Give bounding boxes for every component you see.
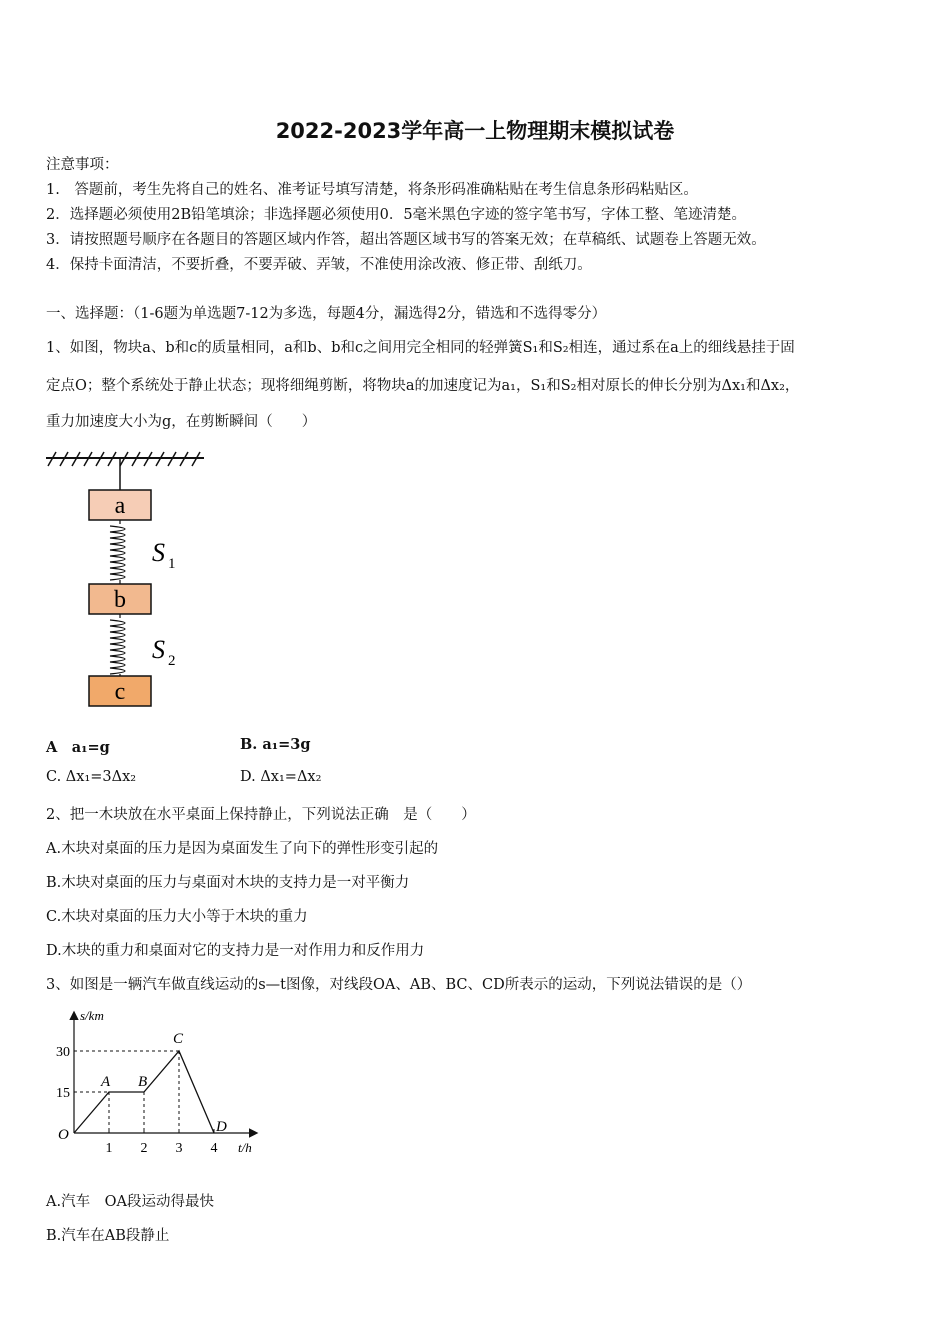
notice-item-4: 4．保持卡面清洁，不要折叠，不要弄破、弄皱，不准使用涂改液、修正带、刮纸刀。 [46, 257, 592, 273]
point-label-D: D [216, 1119, 227, 1135]
q3-option-a[interactable]: A.汽车 OA段运动得最快 [46, 1194, 214, 1210]
y-tick-label: 30 [56, 1045, 70, 1060]
spring2-label: S [152, 635, 165, 664]
q1-option-b[interactable]: B. a₁=3g [240, 736, 311, 753]
notice-heading: 注意事项： [46, 157, 119, 173]
notice-item-1: 1. 答题前，考生先将自己的姓名、准考证号填写清楚，将条形码准确粘贴在考生信息条形码粘贴区。 [46, 182, 698, 198]
q1-option-d[interactable]: D. Δx₁=Δx₂ [240, 769, 322, 785]
q1-option-a[interactable]: A a₁=g [46, 739, 110, 756]
x-tick-label: 2 [140, 1141, 148, 1156]
y-tick-label: 15 [56, 1086, 70, 1101]
x-tick-label: 1 [105, 1141, 113, 1156]
spring1-sub: 1 [168, 556, 176, 572]
x-tick-label: 4 [210, 1141, 218, 1156]
block-b-label: b [114, 587, 126, 613]
point-label-O: O [58, 1127, 69, 1143]
y-axis-label: s/km [80, 1008, 104, 1023]
point-label-C: C [173, 1031, 184, 1047]
q2-option-d[interactable]: D.木块的重力和桌面对它的支持力是一对作用力和反作用力 [46, 943, 425, 959]
notice-item-2: 2．选择题必须使用2B铅笔填涂；非选择题必须使用0．5毫米黑色字迹的签字笔书写，字体工整、笔迹清楚。 [46, 207, 747, 223]
block-a-label: a [114, 493, 126, 519]
q1-stem-line3: 重力加速度大小为g，在剪断瞬间（ ） [46, 414, 317, 430]
q3-option-b[interactable]: B.汽车在AB段静止 [46, 1228, 170, 1244]
q3-stem: 3、如图是一辆汽车做直线运动的s—t图像，对线段OA、AB、BC、CD所表示的运动，下列说法错误的是（） [46, 977, 752, 993]
q1-stem-line2: 定点O；整个系统处于静止状态；现将细绳剪断，将物块a的加速度记为a₁，S₁和S₂相对原长的伸长分别为Δx₁和Δx₂， [46, 378, 800, 394]
x-axis-label: t/h [238, 1140, 252, 1155]
spring1-label: S [152, 538, 165, 567]
q2-option-b[interactable]: B.木块对桌面的压力与桌面对木块的支持力是一对平衡力 [46, 875, 410, 891]
q3-st-chart [44, 1003, 274, 1163]
q1-spring-figure [44, 448, 214, 713]
q2-option-c[interactable]: C.木块对桌面的压力大小等于木块的重力 [46, 909, 308, 925]
x-tick-label: 3 [175, 1141, 183, 1156]
notice-item-3: 3．请按照题号顺序在各题目的答题区域内作答，超出答题区域书写的答案无效；在草稿纸、试题卷上答题无效。 [46, 232, 766, 248]
section-heading: 一、选择题：（1-6题为单选题7-12为多选，每题4分，漏选得2分，错选和不选得零分） [46, 306, 607, 322]
q2-stem: 2、把一木块放在水平桌面上保持静止，下列说法正确 是（ ） [46, 807, 476, 823]
q2-option-a[interactable]: A.木块对桌面的压力是因为桌面发生了向下的弹性形变引起的 [46, 841, 439, 857]
page-title: 2022-2023学年高一上物理期末模拟试卷 [275, 119, 675, 143]
block-c-label: c [114, 679, 126, 705]
q1-stem-line1: 1、如图，物块a、b和c的质量相同，a和b、b和c之间用完全相同的轻弹簧S₁和S₂相连，通过系在a上的细线悬挂于固 [46, 340, 795, 356]
q1-option-c[interactable]: C. Δx₁=3Δx₂ [46, 769, 137, 785]
spring2-sub: 2 [168, 653, 176, 669]
point-label-B: B [138, 1074, 148, 1090]
point-label-A: A [101, 1074, 111, 1090]
